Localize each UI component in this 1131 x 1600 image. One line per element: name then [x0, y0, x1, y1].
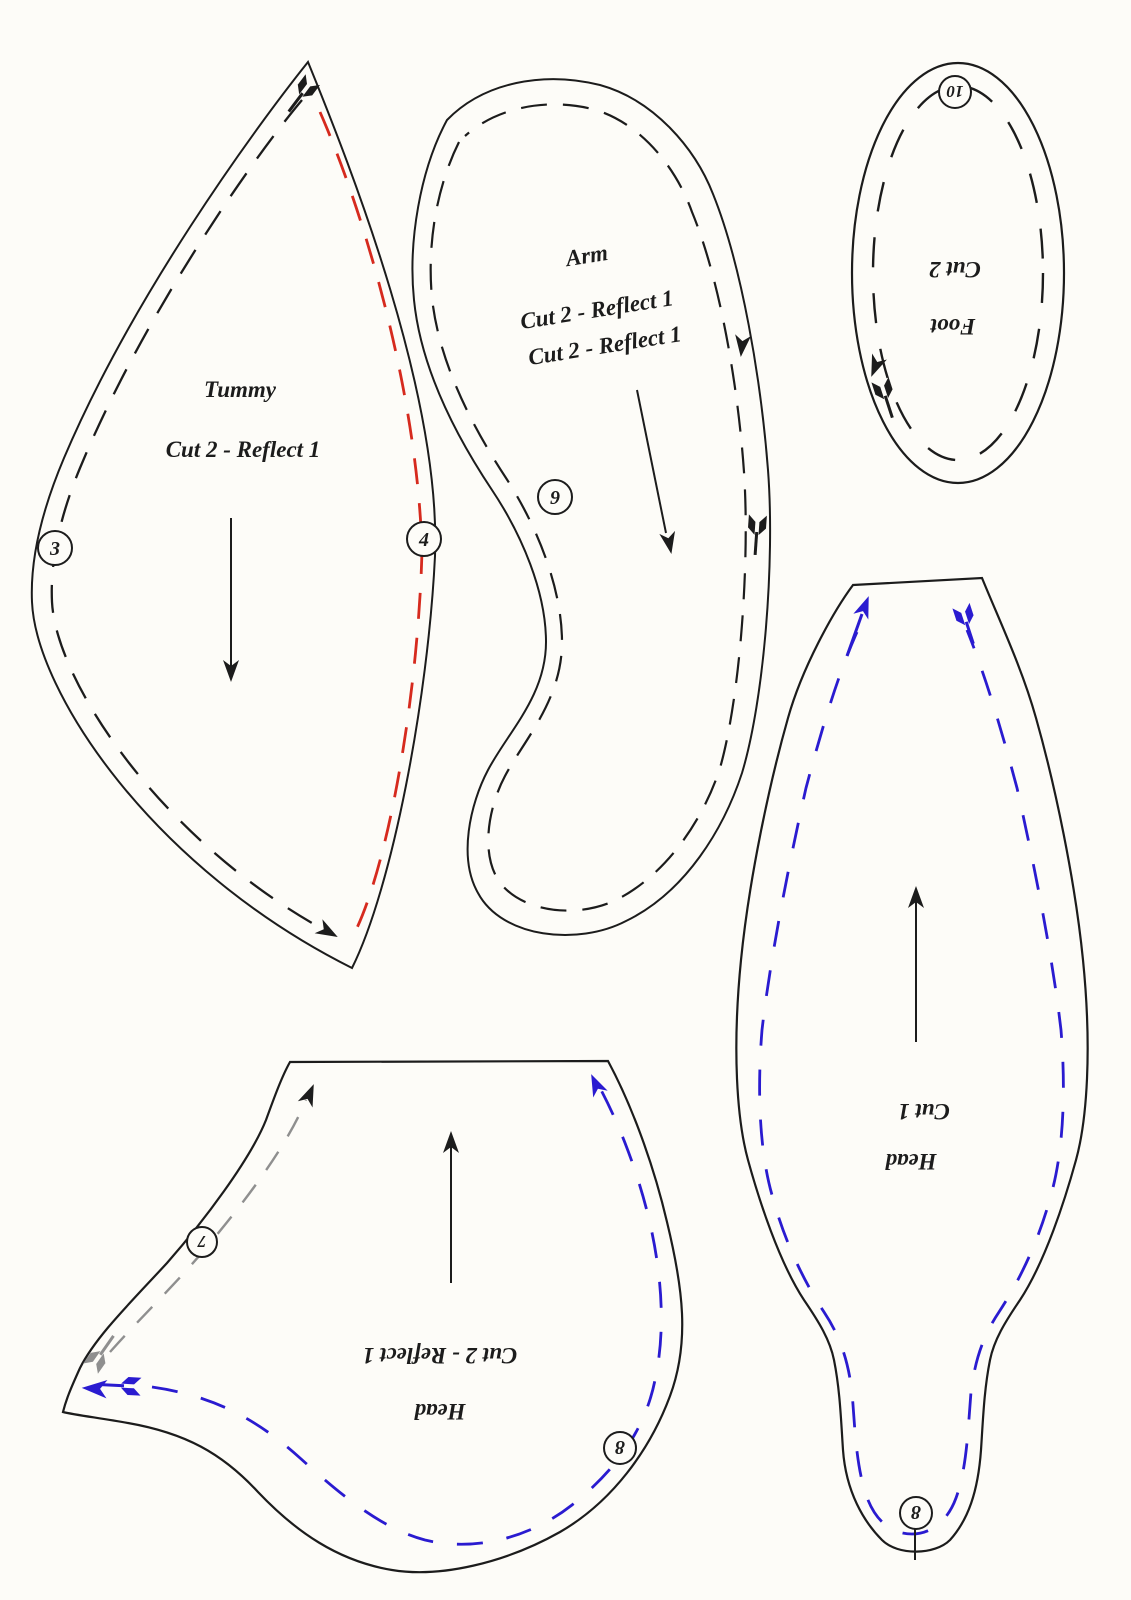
foot-cut-label: Cut 2	[929, 257, 981, 282]
head-side-blue-arrow	[81, 1376, 141, 1399]
tummy-name: Tummy	[204, 377, 276, 402]
tummy-seam-arrowhead-icon	[315, 919, 342, 944]
arm-notch-9-marker	[538, 480, 572, 514]
piece-head-side	[63, 1061, 682, 1572]
svg-text:9: 9	[550, 487, 560, 509]
tummy-grain-arrow	[223, 518, 239, 682]
head-main-grain-arrow	[908, 886, 924, 1042]
head-side-name: Head	[414, 1399, 466, 1424]
arm-seam-arrowhead-icon	[733, 334, 751, 358]
svg-text:10: 10	[946, 82, 964, 101]
head-side-notch-7-marker	[187, 1227, 217, 1257]
tummy-notch-fletch-icon	[282, 74, 320, 117]
head-main-fletch-icon	[952, 603, 981, 647]
arm-seam-line	[431, 104, 746, 910]
head-side-seam-line-gray	[110, 1100, 306, 1352]
tummy-seam-line	[52, 100, 328, 932]
piece-foot	[852, 63, 1064, 483]
head-main-seam-line	[760, 630, 1064, 1534]
svg-text:8: 8	[615, 1436, 625, 1458]
head-side-cut-label: Cut 2 - Reflect 1	[362, 1343, 518, 1368]
tummy-fold-line	[320, 112, 422, 930]
head-side-seam-line-blue	[152, 1088, 661, 1544]
head-side-outline	[63, 1061, 682, 1572]
arm-notch-fletch-icon	[746, 514, 767, 555]
arm-cut-label-1: Cut 2 - Reflect 1	[518, 285, 676, 335]
piece-tummy	[32, 62, 441, 968]
svg-text:8: 8	[911, 1501, 921, 1523]
tummy-notch-4-marker	[407, 522, 441, 556]
tummy-outline	[32, 62, 436, 968]
tummy-cut-label: Cut 2 - Reflect 1	[165, 437, 321, 462]
svg-text:3: 3	[50, 538, 60, 560]
arm-name: Arm	[564, 239, 610, 272]
head-main-notch-8-marker	[900, 1497, 932, 1529]
piece-head-main	[736, 578, 1087, 1560]
head-side-gray-arrowhead-icon	[298, 1081, 321, 1108]
arm-grain-arrow	[637, 390, 679, 555]
foot-notch-10-marker	[939, 76, 971, 108]
arm-outline	[412, 79, 770, 935]
head-side-grain-arrow	[443, 1131, 459, 1283]
piece-arm	[412, 79, 770, 935]
head-side-notch-8-marker	[604, 1432, 636, 1464]
foot-notch-fletch-icon	[871, 377, 900, 421]
head-main-name: Head	[885, 1149, 937, 1174]
head-main-outline	[736, 578, 1087, 1552]
svg-text:7: 7	[197, 1232, 207, 1251]
arm-cut-label-2: Cut 2 - Reflect 1	[526, 321, 684, 371]
svg-text:4: 4	[419, 529, 429, 551]
tummy-notch-3-marker	[38, 531, 72, 565]
head-main-seam-arrow	[847, 593, 876, 656]
head-main-cut-label: Cut 1	[898, 1099, 950, 1124]
foot-name: Foot	[930, 314, 976, 339]
